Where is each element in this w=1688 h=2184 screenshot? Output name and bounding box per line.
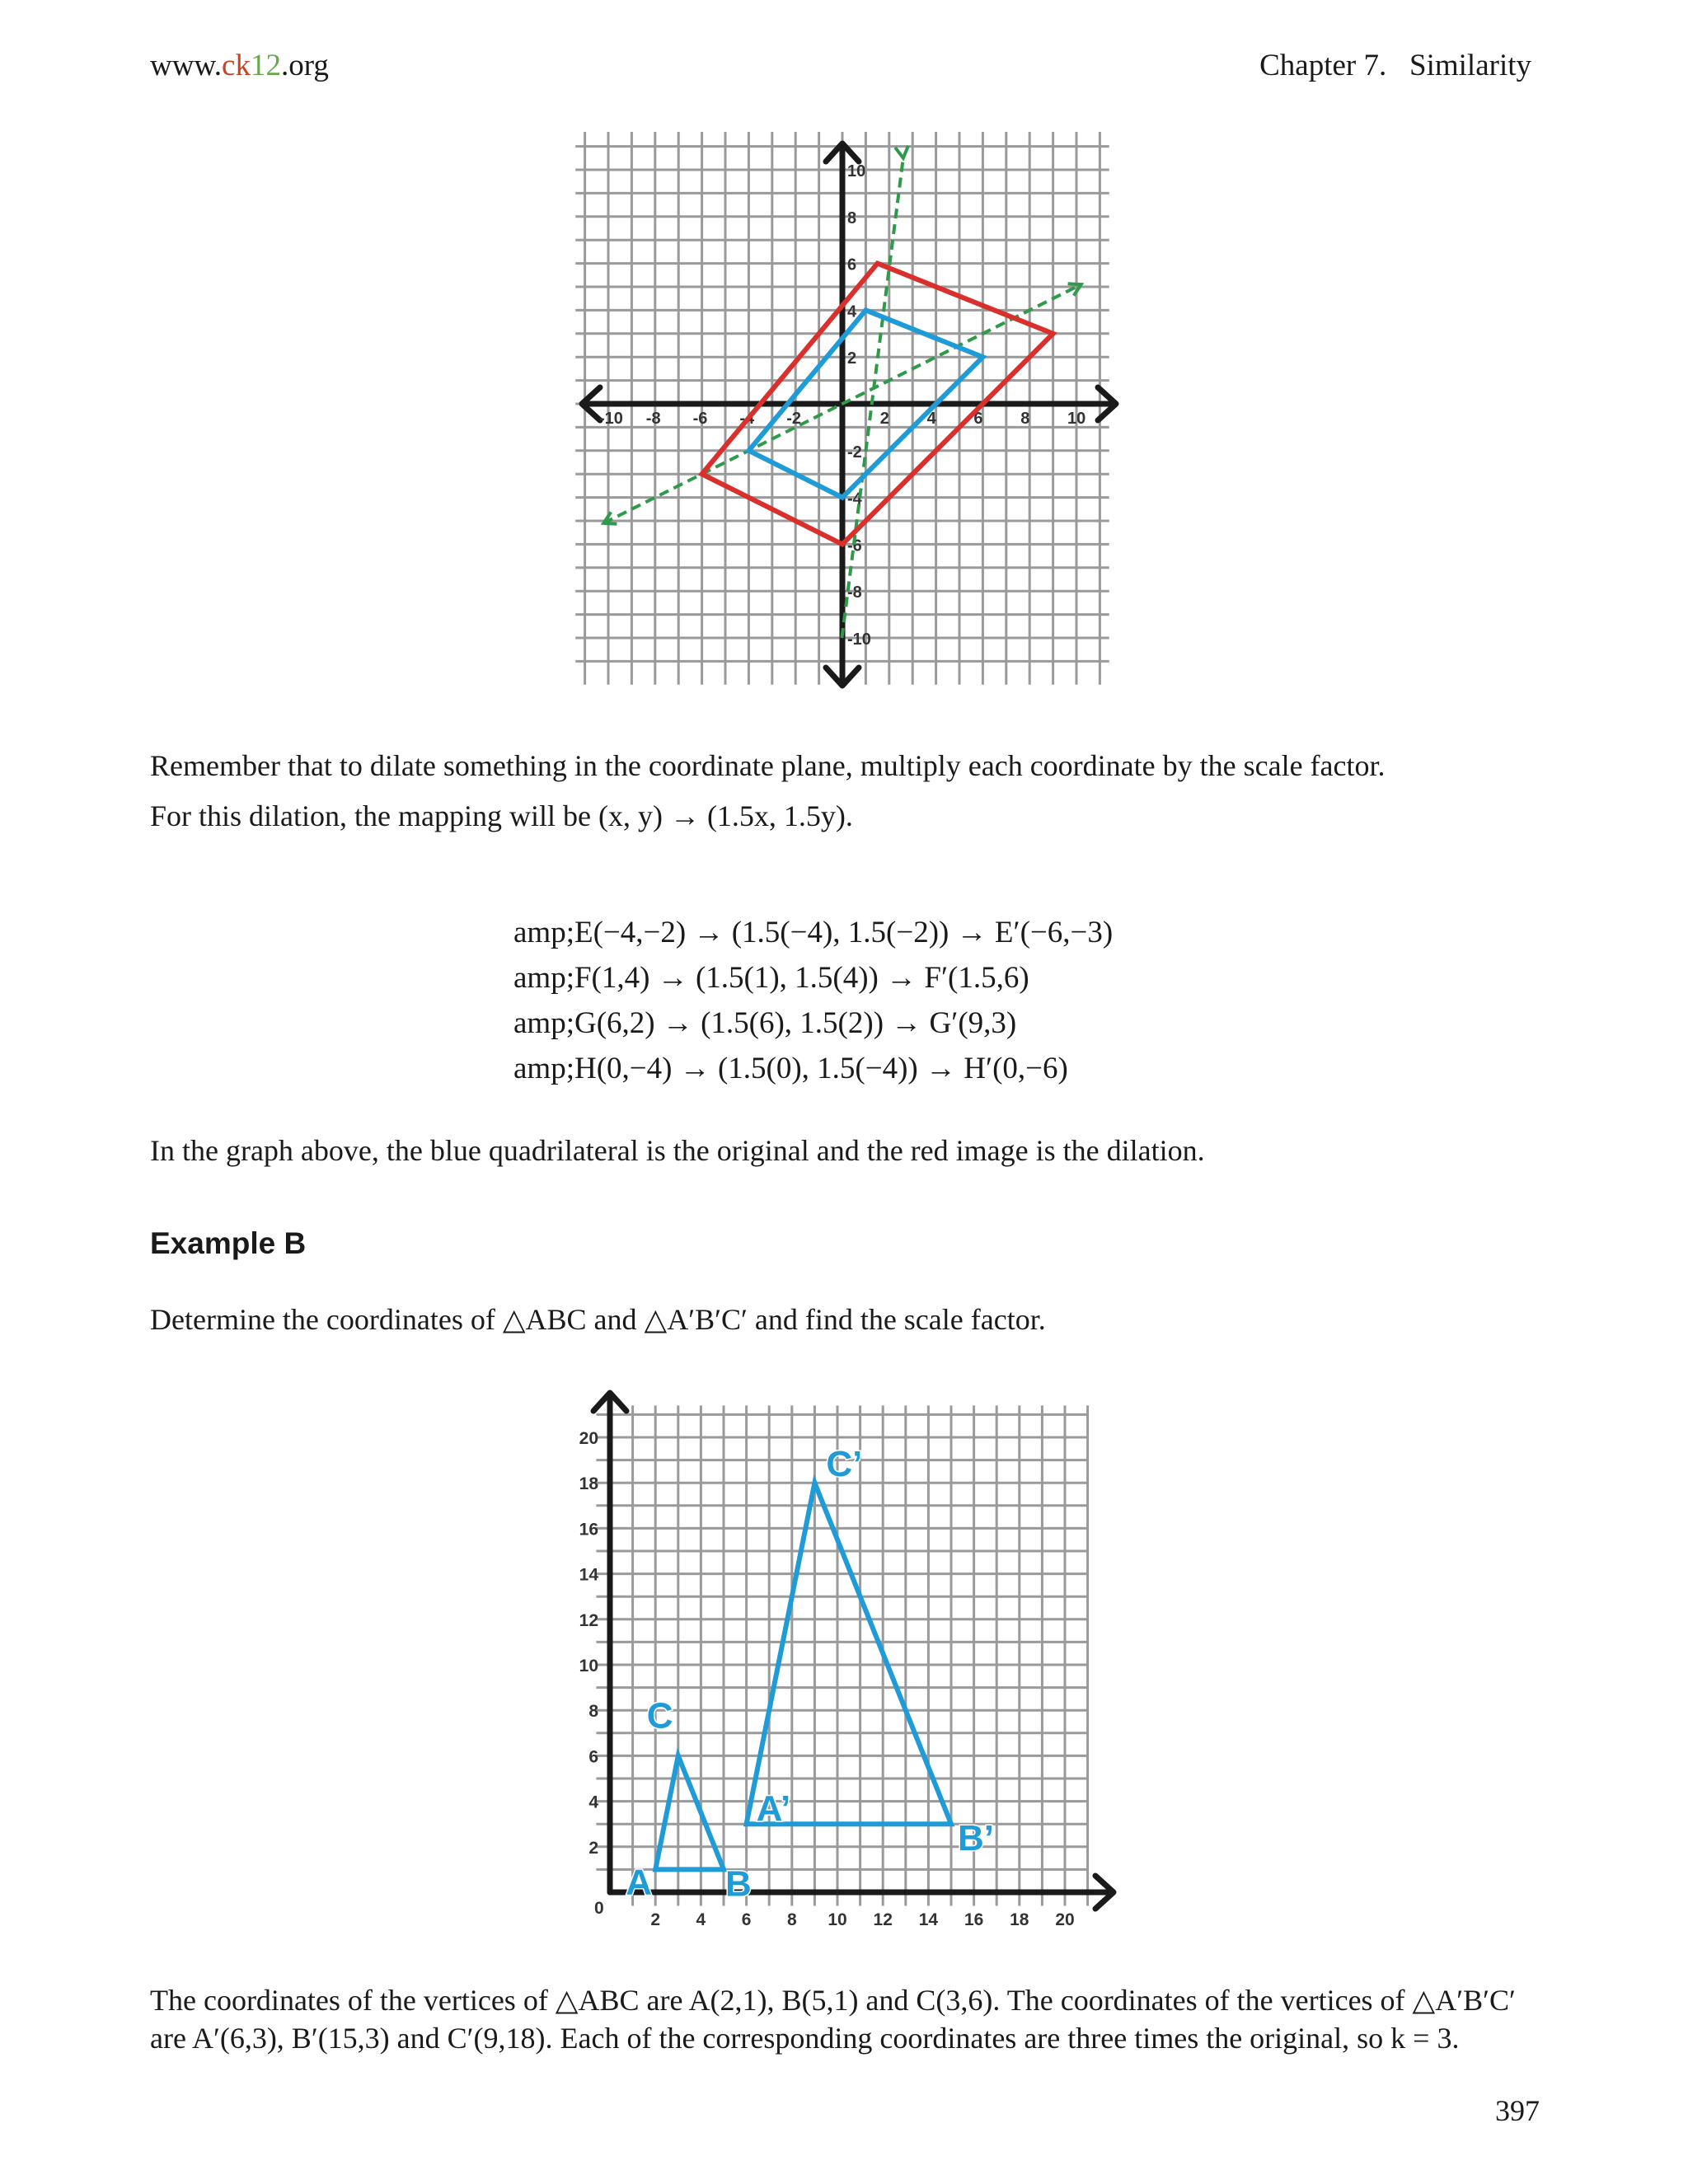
y-tick-label: -2 [847,443,862,462]
y-tick-label: 10 [847,162,866,180]
y-tick-label: -8 [847,583,862,602]
y-tick-label: 12 [579,1610,598,1630]
x-tick-label: 14 [918,1910,939,1929]
mapping-text: For this dilation, the mapping will be [150,799,598,832]
x-tick-label: 20 [1055,1910,1075,1929]
site-ck: ck [222,49,251,82]
y-tick-label: 6 [847,255,857,274]
y-tick-label: 16 [579,1520,598,1540]
chapter-title: Chapter 7. Similarity [1259,49,1531,82]
site-url[interactable] [150,48,329,83]
equation-f: amp;F(1,4) → (1.5(1), 1.5(4)) → F′(1.5,6) [513,961,1029,995]
x-tick-label: 2 [650,1910,661,1929]
vertex-label-c-prime: C’ [826,1444,863,1485]
x-tick-label: -2 [786,410,801,428]
triangle-abc [655,1755,724,1869]
guide-arrowhead [895,146,910,159]
x-tick-label: 8 [1020,410,1030,428]
vertex-label-b-prime: B’ [958,1818,994,1859]
vertex-label-b: B [725,1863,752,1905]
x-tick-label: 8 [786,1910,797,1929]
origin-label: 0 [594,1899,604,1918]
example-heading: Example B [150,1226,307,1260]
y-tick-label: 10 [579,1657,598,1675]
y-tick-label: 2 [588,1838,598,1858]
y-tick-label: 14 [579,1565,598,1585]
equation-block [513,910,1113,1091]
x-tick-label: -6 [692,410,708,428]
paragraph-coordinates-line1: The coordinates of the vertices of △ABC are A(2,1), B(5,1) and C(3,6). The coordinates of the vertices of △A′B′C′ [150,1984,1516,2017]
equation-h: amp;H(0,−4) → (1.5(0), 1.5(−4)) → H′(0,−6) [513,1052,1068,1085]
x-tick-label: -10 [599,410,623,428]
page-number: 397 [1495,2094,1540,2127]
y-tick-label: 18 [579,1474,598,1494]
vertex-label-a-prime: A’ [756,1788,791,1830]
y-tick-label: -6 [847,537,862,555]
site-suffix: .org [280,49,329,82]
x-tick-label: 16 [964,1910,984,1929]
x-tick-label: 6 [741,1910,752,1929]
paragraph-graph-explanation: In the graph above, the blue quadrilateral is the original and the red image is the dilation. [150,1134,1205,1167]
y-tick-label: -10 [847,630,871,649]
vertex-label-a: A [626,1862,652,1903]
y-tick-label: 8 [588,1702,598,1722]
x-tick-label: 4 [926,410,936,428]
y-tick-label: 6 [588,1747,598,1767]
site-12: 12 [250,49,281,82]
equation-e: amp;E(−4,−2) → (1.5(−4), 1.5(−2)) → E′(−6,−3) [513,916,1114,949]
x-tick-label: 12 [873,1910,893,1929]
x-tick-label: -4 [739,410,755,428]
guide-line [842,158,903,638]
y-tick-label: 4 [847,302,857,321]
y-tick-label: 20 [579,1429,598,1448]
triangle-abc-prime [747,1483,951,1824]
x-tick-label: 2 [879,410,889,428]
triangle-graph [548,1378,1142,1938]
x-tick-label: 10 [828,1910,847,1929]
paragraph-coordinates-line2: are A′(6,3), B′(15,3) and C′(9,18). Each of the corresponding coordinates are three times the original, so k = 3. [150,2022,1460,2055]
y-tick-label: 4 [588,1793,598,1812]
x-tick-label: -8 [645,410,661,428]
vertex-label-c: C [646,1695,673,1736]
paragraph-example-prompt: Determine the coordinates of △ABC and △A′B′C′ and find the scale factor. [150,1303,1046,1336]
mapping-math: (x, y) → (1.5x, 1.5y). [598,799,853,832]
site-prefix: www. [150,49,223,82]
y-tick-label: 8 [847,209,857,227]
paragraph-mapping [150,797,1551,835]
paragraph-dilate-rule: Remember that to dilate something in the coordinate plane, multiply each coordinate by the scale factor. [150,749,1386,782]
x-tick-label: 10 [1067,410,1086,428]
y-tick-label: 2 [847,349,857,368]
dilation-graph [569,132,1129,692]
y-tick-label: -4 [847,490,862,509]
x-tick-label: 4 [696,1910,706,1929]
x-tick-label: 18 [1010,1910,1029,1929]
equation-g: amp;G(6,2) → (1.5(6), 1.5(2)) → G′(9,3) [513,1006,1017,1040]
x-tick-label: 6 [973,410,983,428]
